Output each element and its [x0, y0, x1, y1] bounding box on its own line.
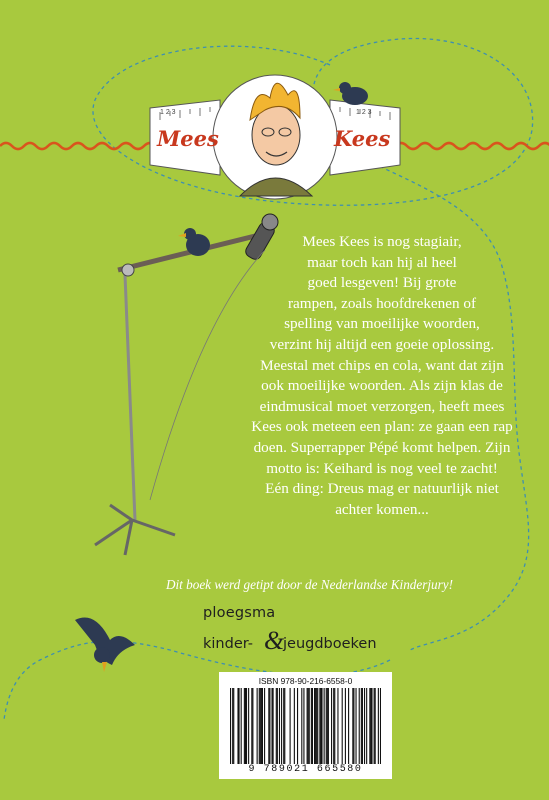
isbn-label: ISBN 978-90-216-6558-0	[258, 676, 353, 686]
barcode-bar	[245, 688, 246, 764]
barcode-bar	[352, 688, 353, 764]
barcode-bar	[237, 688, 238, 764]
barcode-bar	[290, 688, 291, 764]
barcode-bar	[324, 688, 325, 764]
barcode-bar	[308, 688, 309, 764]
barcode-bar	[333, 688, 334, 764]
barcode-bar	[260, 688, 261, 764]
barcode-bar	[268, 688, 269, 764]
barcode-bar	[320, 688, 321, 764]
barcode-bar	[321, 688, 322, 764]
flying-bird-illustration	[75, 618, 135, 673]
barcode-bar	[273, 688, 274, 764]
barcode-bar	[369, 688, 370, 764]
barcode-bar	[252, 688, 253, 764]
barcode-bar	[246, 688, 247, 764]
barcode-bar	[232, 688, 233, 764]
barcode-bar	[319, 688, 320, 764]
logo-word-left: Mees	[157, 126, 219, 151]
barcode-bar	[262, 688, 263, 764]
publisher-ampersand: &	[264, 626, 285, 655]
barcode-bar	[331, 688, 332, 764]
barcode-bar	[315, 688, 316, 764]
publisher-line-kinder: kinder-	[203, 636, 254, 652]
barcode-bar	[362, 688, 363, 764]
barcode-bar	[371, 688, 372, 764]
wave-line-right	[395, 143, 549, 149]
barcode-bar	[375, 688, 376, 764]
barcode-bar	[244, 688, 245, 764]
barcode-bar	[269, 688, 270, 764]
barcode-bar	[355, 688, 356, 764]
barcode-bar	[259, 688, 260, 764]
barcode-bar	[309, 688, 310, 764]
barcode-bar	[277, 688, 278, 764]
barcode-bar	[370, 688, 371, 764]
barcode-bar	[374, 688, 375, 764]
barcode-bar	[241, 688, 242, 764]
wave-line-left	[0, 143, 168, 149]
barcode-bar	[279, 688, 280, 764]
barcode-bar	[303, 688, 304, 764]
logo-word-right: Kees	[334, 126, 391, 151]
barcode-bar	[271, 688, 272, 764]
barcode-bar	[314, 688, 315, 764]
logo-scale-left: 1 2 3	[160, 109, 176, 116]
barcode-bar	[230, 688, 231, 764]
ean-digits: 9 789021 665580	[248, 764, 363, 775]
barcode-bar	[239, 688, 240, 764]
barcode-bar	[327, 688, 328, 764]
barcode-bar	[307, 688, 308, 764]
barcode-bar	[248, 688, 249, 764]
barcode-bar	[312, 688, 313, 764]
barcode-bar	[294, 688, 295, 764]
barcode-bar	[257, 688, 258, 764]
barcode-bar	[378, 688, 379, 764]
barcode-bar	[364, 688, 365, 764]
publisher-line-jeugdboeken: jeugdboeken	[283, 636, 377, 652]
back-cover-blurb: Mees Kees is nog stagiair, maar toch kan hij al heel goed lesgeven! Bij grote rampen, zoals hoofdrekenen of spelling van moeilijke woorden, verzint hij altijd een goeie oplossing. Meestal met chips en cola, want dat zijn ook moeilijke woorden. Als zijn klas de eindmusical moet verzorgen, heeft mees Kees ook meteen een plan: ze gaan een rap doen. Superrapper Pépé komt helpen. Zijn motto is: Keihard is nog veel te zacht! Eén ding: Dreus mag er natuurlijk niet achter komen...	[251, 233, 513, 518]
kinderjury-note: Dit boek werd getipt door de Nederlandse Kinderjury!	[165, 577, 454, 592]
barcode-bar	[284, 688, 285, 764]
barcode-bar	[366, 688, 367, 764]
barcode-bar	[361, 688, 362, 764]
barcode-bar	[380, 688, 381, 764]
barcode-bar	[233, 688, 234, 764]
barcode-bar	[283, 688, 284, 764]
barcode-bar	[359, 688, 360, 764]
barcode-bar	[264, 688, 265, 764]
barcode-bar	[353, 688, 354, 764]
barcode-bar	[326, 688, 327, 764]
barcode-bar	[337, 688, 338, 764]
barcode-bar	[261, 688, 262, 764]
logo-scale-right: 1 2 3	[356, 109, 372, 116]
barcode-bar	[328, 688, 329, 764]
barcode-bar	[281, 688, 282, 764]
ean-barcode	[230, 688, 381, 764]
barcode-bar	[297, 688, 298, 764]
barcode-bar	[251, 688, 252, 764]
barcode-bar	[276, 688, 277, 764]
barcode-bar	[334, 688, 335, 764]
barcode-bar	[311, 688, 312, 764]
barcode-bar	[342, 688, 343, 764]
publisher-name: ploegsma	[203, 605, 276, 621]
barcode-bar	[345, 688, 346, 764]
barcode-bar	[348, 688, 349, 764]
barcode-bar	[301, 688, 302, 764]
barcode-bar	[316, 688, 317, 764]
barcode-bar	[317, 688, 318, 764]
